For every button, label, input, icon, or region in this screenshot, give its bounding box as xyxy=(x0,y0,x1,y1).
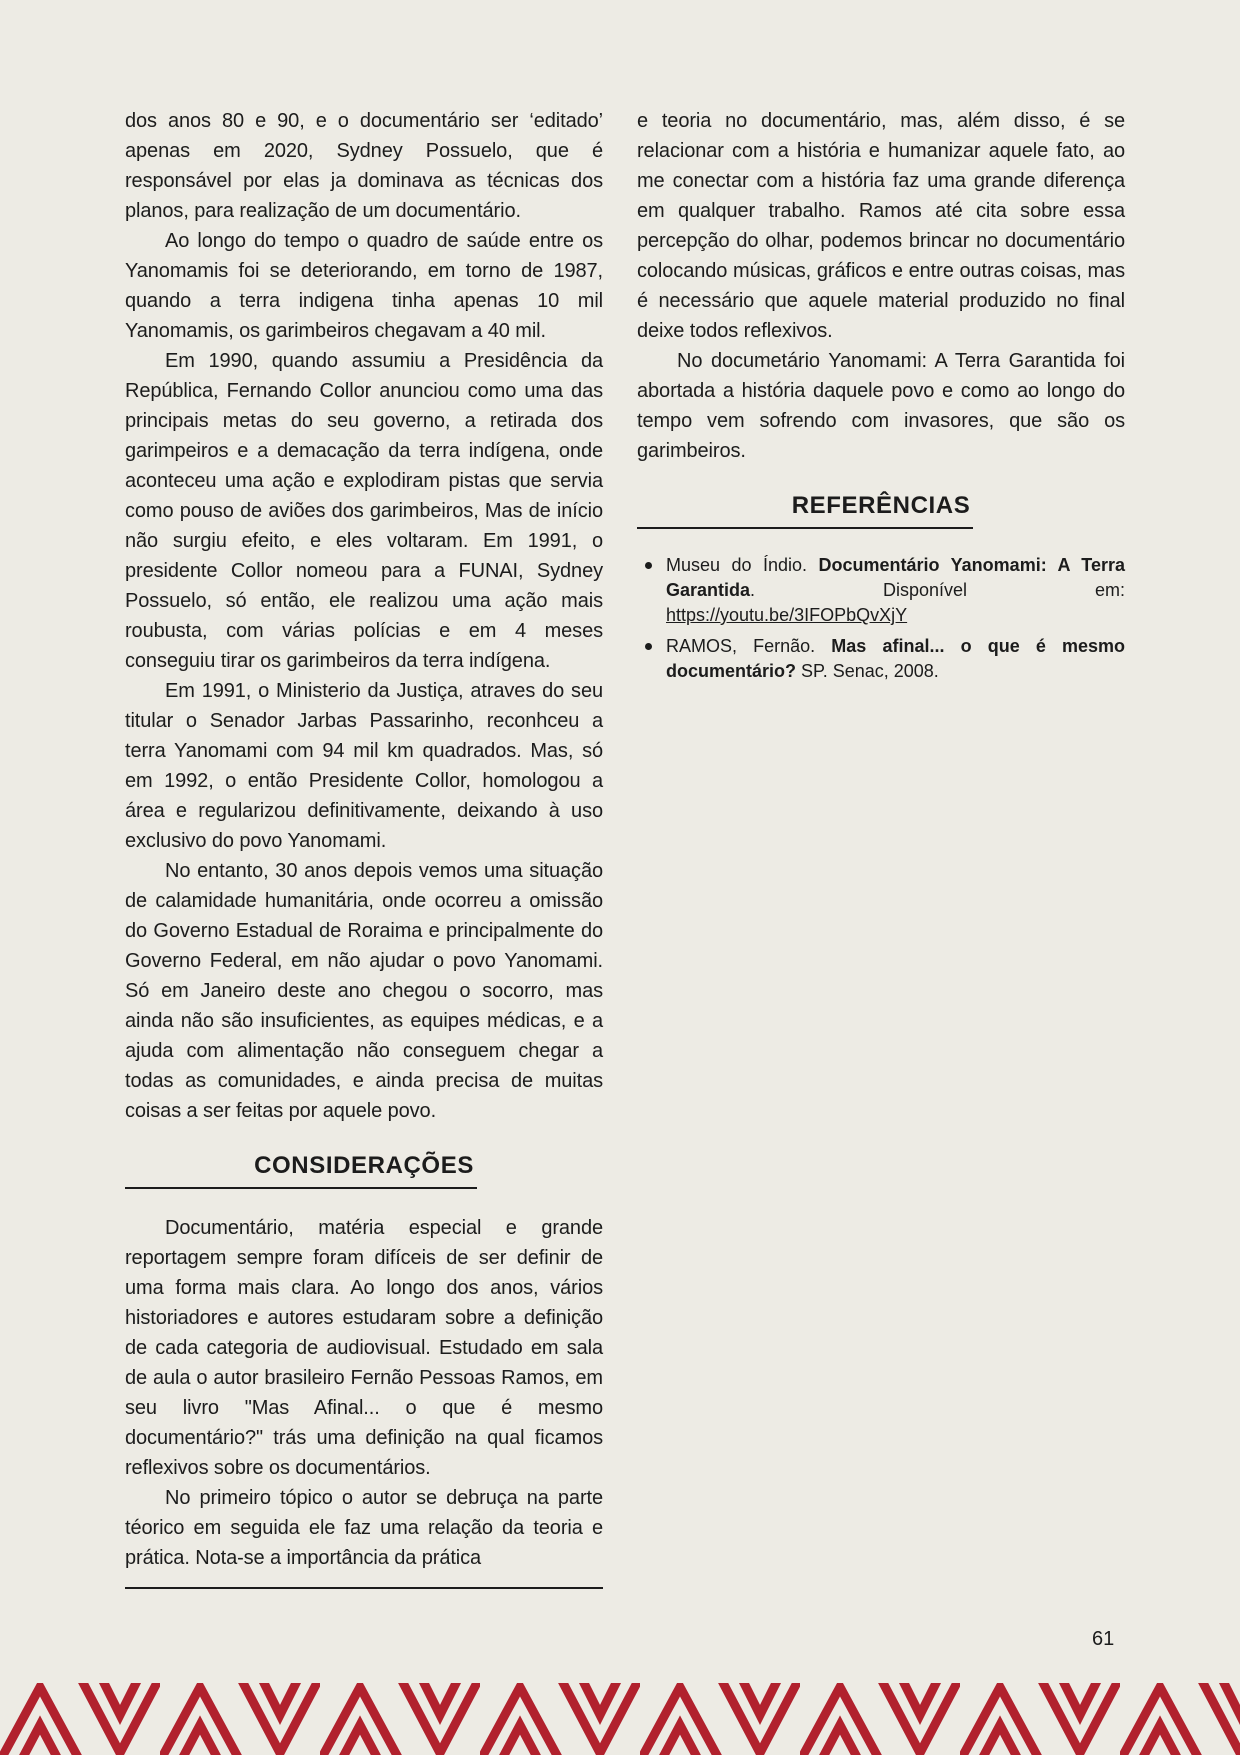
references-list xyxy=(637,553,1125,684)
paragraph: Em 1991, o Ministerio da Justiça, atraves do seu titular o Senador Jarbas Passarinho, reconhceu a terra Yanomami com 94 mil km quadrados. Mas, só em 1992, o então Presidente Collor, homologou a área e regularizou definitivamente, deixando à uso exclusivo do povo Yanomami. xyxy=(125,680,603,852)
paragraph: Em 1990, quando assumiu a Presidência da República, Fernando Collor anunciou como uma das principais metas do seu governo, a retirada dos garimpeiros e a demacação da terra indígena, onde aconteceu uma ação e explodiram pistas que servia como pouso de aviões dos garimbeiros, Mas de início não surgiu efeito, e eles voltaram. Em 1991, o presidente Collor nomeou para a FUNAI, Sydney Possuelo, só então, ele realizou uma ação mais roubusta, com várias polícias e em 4 meses conseguiu tirar os garimbeiros da terra indígena. xyxy=(125,350,603,672)
reference-text xyxy=(666,634,1125,684)
column-end-rule xyxy=(125,1587,603,1589)
paragraph: No entanto, 30 anos depois vemos uma situação de calamidade humanitária, onde ocorreu a omissão do Governo Estadual de Roraima e principalmente do Governo Federal, em não ajudar o povo Yanomami. Só em Janeiro deste ano chegou o socorro, mas ainda não são insuficientes, as equipes médicas, e a ajuda com alimentação não conseguem chegar a todas as comunidades, e ainda precisa de muitas coisas a ser feitas por aquele povo. xyxy=(125,860,603,1122)
reference-item xyxy=(637,634,1125,684)
reference-author: Museu do Índio. xyxy=(666,555,819,575)
paragraph: Documentário, matéria especial e grande reportagem sempre foram difíceis de ser definir de uma forma mais clara. Ao longo dos anos, vários historiadores e autores estudaram sobre a definição de cada categoria de audiovisual. Estudado em sala de aula o autor brasileiro Fernão Pessoas Ramos, em seu livro "Mas Afinal... o que é mesmo documentário?" trás uma definição na qual ficamos reflexivos sobre os documentários. xyxy=(125,1217,603,1479)
section-title-consideracoes: CONSIDERAÇÕES xyxy=(251,1152,477,1189)
reference-text xyxy=(666,553,1125,628)
reference-title: Mas afinal... o que é mesmo documentário? xyxy=(666,636,1125,681)
section-heading-referencias xyxy=(637,492,1125,529)
right-column xyxy=(637,106,1125,690)
paragraph: No documetário Yanomami: A Terra Garantida foi abortada a história daquele povo e como ao longo do tempo vem sofrendo com invasores, que são os garimbeiros. xyxy=(637,350,1125,462)
paragraph: Ao longo do tempo o quadro de saúde entre os Yanomamis foi se deteriorando, em torno de 1987, quando a terra indigena tinha apenas 10 mil Yanomamis, os garimbeiros chegavam a 40 mil. xyxy=(125,230,603,342)
paragraph: e teoria no documentário, mas, além disso, é se relacionar com a história e humanizar aquele fato, ao me conectar com a história faz uma grande diferença em qualquer trabalho. Ramos até cita sobre essa percepção do olhar, podemos brincar no documentário colocando músicas, gráficos e entre outras coisas, mas é necessário que aquele material produzido no final deixe todos reflexivos. xyxy=(637,110,1125,342)
reference-publisher: SP. Senac, 2008. xyxy=(796,661,939,681)
page-number: 61 xyxy=(1092,1628,1115,1650)
paragraph: No primeiro tópico o autor se debruça na parte téorico em seguida ele faz uma relação da teoria e prática. Nota-se a importância da prática xyxy=(125,1487,603,1569)
bullet-icon xyxy=(645,643,652,650)
section-heading-consideracoes xyxy=(125,1152,603,1189)
reference-item xyxy=(637,553,1125,628)
reference-availability: . Disponível em: xyxy=(750,580,1125,600)
reference-author: RAMOS, Fernão. xyxy=(666,636,832,656)
heading-underline xyxy=(125,1187,251,1189)
reference-title: Documentário Yanomami: A Terra Garantida xyxy=(666,555,1125,600)
zigzag-border-decoration xyxy=(0,1683,1240,1755)
left-column xyxy=(125,106,603,1589)
reference-link[interactable]: https://youtu.be/3IFOPbQvXjY xyxy=(666,605,908,625)
heading-underline xyxy=(637,527,789,529)
paragraph: dos anos 80 e 90, e o documentário ser ‘editado’ apenas em 2020, Sydney Possuelo, que é responsável por elas ja dominava as técnicas dos planos, para realização de um documentário. xyxy=(125,110,603,222)
bullet-icon xyxy=(645,562,652,569)
section-title-referencias: REFERÊNCIAS xyxy=(789,492,974,529)
